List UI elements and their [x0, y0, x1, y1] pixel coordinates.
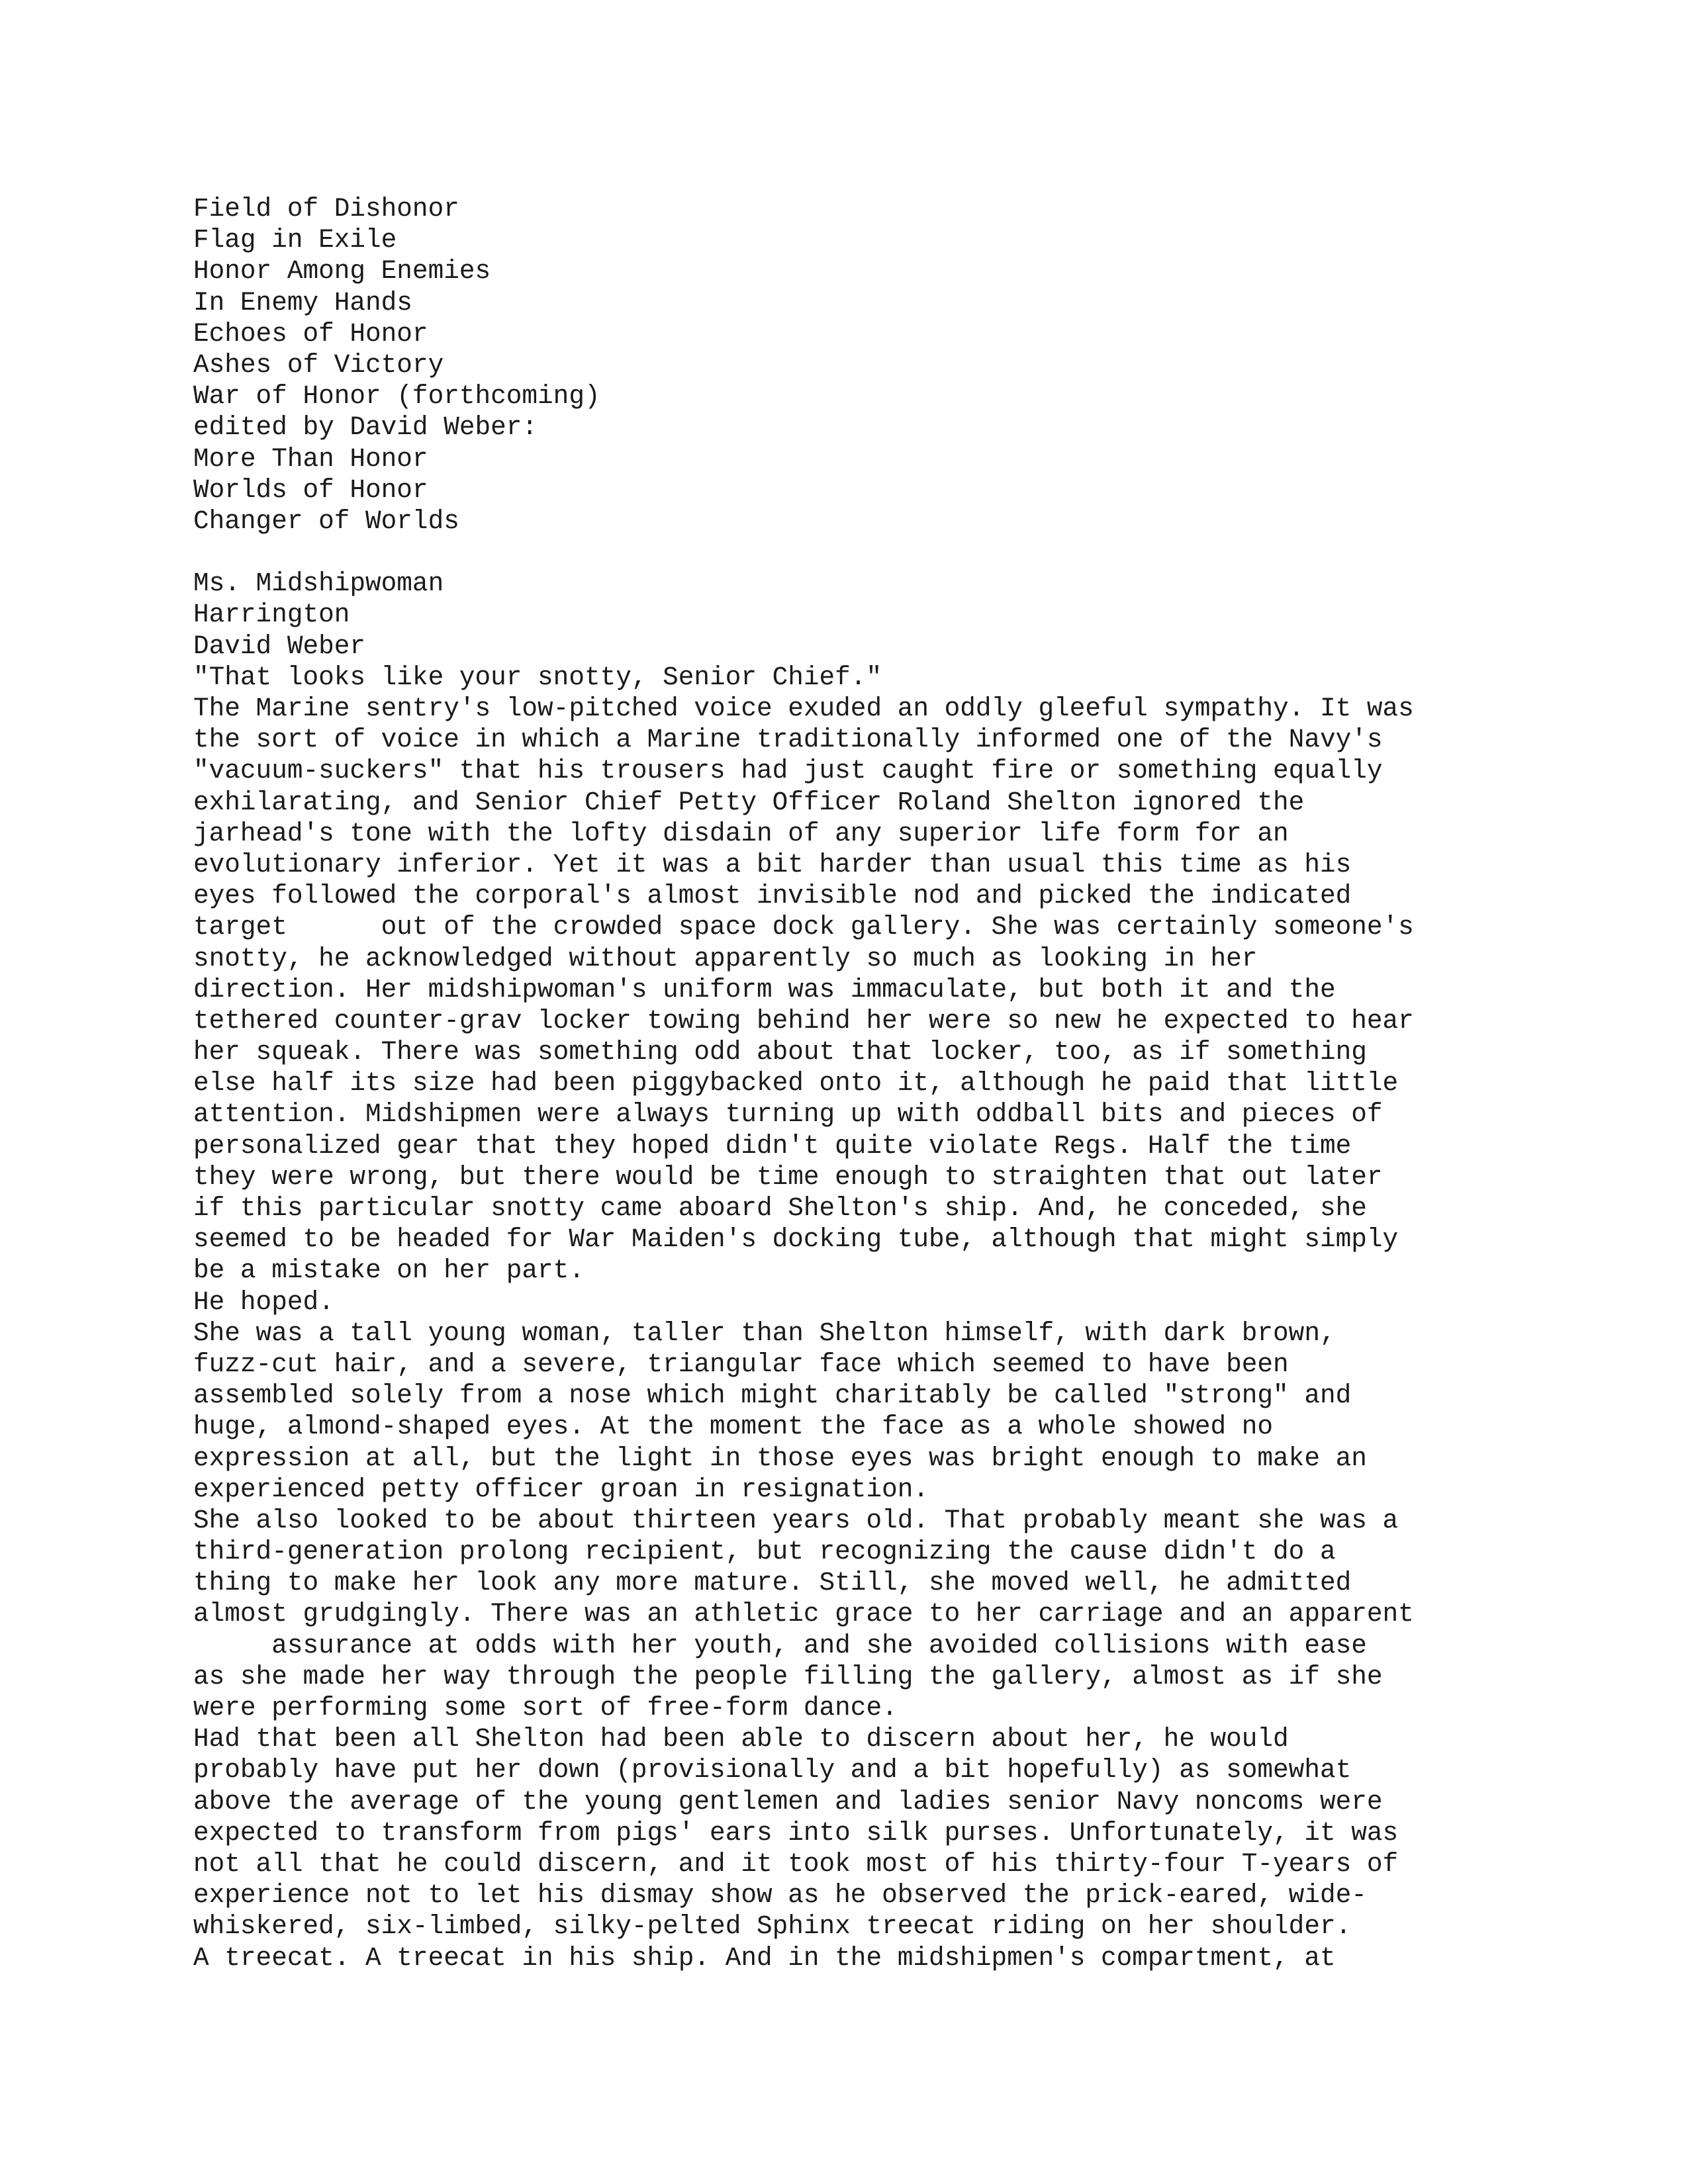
body-line: "vacuum-suckers" that his trousers had just caught fire or something equally: [193, 756, 1383, 786]
body-line: almost grudgingly. There was an athletic grace to her carriage and an apparent: [193, 1599, 1414, 1629]
body-line: were performing some sort of free-form dance.: [193, 1693, 898, 1723]
body-line: whiskered, six-limbed, silky-pelted Sphinx treecat riding on her shoulder.: [193, 1911, 1352, 1942]
body-line: not all that he could discern, and it took most of his thirty-four T-years of: [193, 1848, 1399, 1879]
book-list-item: Honor Among Enemies: [193, 256, 491, 287]
body-line: personalized gear that they hoped didn't quite violate Regs. Half the time: [193, 1130, 1352, 1161]
body-line: experience not to let his dismay show as he observed the prick-eared, wide-: [193, 1880, 1367, 1911]
body-line: expected to transform from pigs' ears into silk purses. Unfortunately, it was: [193, 1817, 1399, 1848]
book-list-item: In Enemy Hands: [193, 287, 412, 318]
body-line: attention. Midshipmen were always turning up with oddball bits and pieces of: [193, 1099, 1383, 1130]
title-block: [193, 568, 1517, 662]
book-list-item: Field of Dishonor: [193, 194, 459, 224]
book-list: [193, 193, 1517, 537]
author-name: David Weber: [193, 631, 366, 661]
body-line: fuzz-cut hair, and a severe, triangular face which seemed to have been: [193, 1349, 1289, 1379]
body-line: The Marine sentry's low-pitched voice exuded an oddly gleeful sympathy. It was: [193, 694, 1414, 723]
book-list-item: Flag in Exile: [193, 225, 397, 255]
body-line: experienced petty officer groan in resignation.: [193, 1474, 929, 1504]
body-line: tethered counter-grav locker towing behind her were so new he expected to hear: [193, 1005, 1414, 1036]
body-line: above the average of the young gentlemen and ladies senior Navy noncoms were: [193, 1786, 1383, 1817]
body-line: She also looked to be about thirteen years old. That probably meant she was a: [193, 1505, 1399, 1535]
body-line: jarhead's tone with the lofty disdain of any superior life form for an: [193, 818, 1289, 848]
body-line: if this particular snotty came aboard Shelton's ship. And, he conceded, she: [193, 1193, 1367, 1223]
book-list-item: edited by David Weber:: [193, 412, 538, 443]
book-list-item: Changer of Worlds: [193, 506, 459, 536]
body-line: "That looks like your snotty, Senior Chief.": [193, 662, 882, 692]
body-line: else half its size had been piggybacked onto it, although he paid that little: [193, 1068, 1399, 1099]
body-line: the sort of voice in which a Marine traditionally informed one of the Navy's: [193, 725, 1383, 755]
story-title-line: Ms. Midshipwoman: [193, 569, 444, 599]
body-text: [193, 662, 1517, 1974]
body-line: He hoped.: [193, 1287, 334, 1317]
body-line: assembled solely from a nose which might charitably be called "strong" and: [193, 1381, 1352, 1411]
body-line: expression at all, but the light in those eyes was bright enough to make an: [193, 1443, 1367, 1473]
body-line: assurance at odds with her youth, and she avoided collisions with ease: [193, 1630, 1367, 1661]
book-list-item: More Than Honor: [193, 443, 428, 474]
body-line: A treecat. A treecat in his ship. And in the midshipmen's compartment, at: [193, 1942, 1336, 1973]
body-line: exhilarating, and Senior Chief Petty Officer Roland Shelton ignored the: [193, 787, 1305, 817]
body-line: eyes followed the corporal's almost invisible nod and picked the indicated: [193, 881, 1352, 911]
body-line: snotty, he acknowledged without apparently so much as looking in her: [193, 943, 1258, 974]
book-list-item: War of Honor (forthcoming): [193, 381, 600, 412]
book-list-item: Worlds of Honor: [193, 475, 428, 505]
story-title-line: Harrington: [193, 600, 350, 630]
book-list-item: Ashes of Victory: [193, 349, 444, 380]
document-page: [193, 193, 1517, 1974]
body-line: her squeak. There was something odd about that locker, too, as if something: [193, 1037, 1367, 1068]
book-list-item: Echoes of Honor: [193, 318, 428, 349]
body-line: She was a tall young woman, taller than Shelton himself, with dark brown,: [193, 1318, 1336, 1348]
body-line: be a mistake on her part.: [193, 1255, 585, 1286]
body-line: they were wrong, but there would be time enough to straighten that out later: [193, 1161, 1383, 1192]
body-line: seemed to be headed for War Maiden's docking tube, although that might simply: [193, 1224, 1399, 1255]
body-line: probably have put her down (provisionally and a bit hopefully) as somewhat: [193, 1755, 1352, 1786]
body-line: thing to make her look any more mature. Still, she moved well, he admitted: [193, 1568, 1352, 1598]
body-line: as she made her way through the people filling the gallery, almost as if she: [193, 1661, 1383, 1692]
body-line: target out of the crowded space dock gallery. She was certainly someone's: [193, 912, 1414, 942]
body-line: Had that been all Shelton had been able to discern about her, he would: [193, 1724, 1289, 1754]
body-line: evolutionary inferior. Yet it was a bit harder than usual this time as his: [193, 849, 1352, 880]
section-spacer: [193, 537, 1517, 568]
body-line: huge, almond-shaped eyes. At the moment the face as a whole showed no: [193, 1412, 1274, 1442]
body-line: third-generation prolong recipient, but recognizing the cause didn't do a: [193, 1537, 1336, 1567]
body-line: direction. Her midshipwoman's uniform was immaculate, but both it and the: [193, 974, 1336, 1005]
